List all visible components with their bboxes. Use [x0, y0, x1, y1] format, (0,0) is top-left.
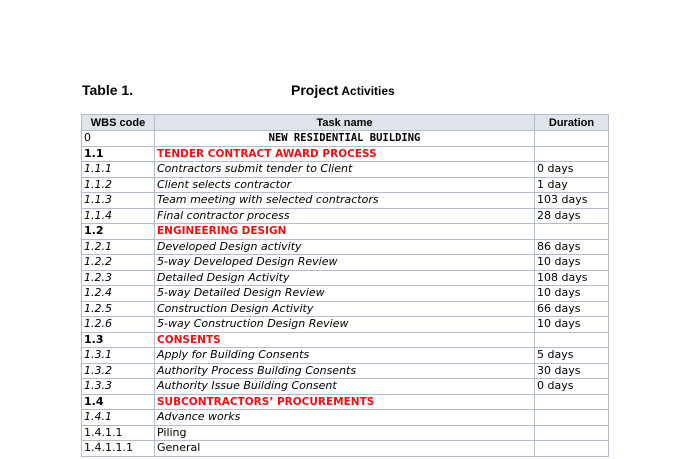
- task-name-cell: 5-way Construction Design Review: [155, 317, 535, 333]
- wbs-code-cell: 1.2.1: [82, 239, 155, 255]
- duration-cell: [535, 425, 609, 441]
- task-name-cell: SUBCONTRACTORS’ PROCUREMENTS: [155, 394, 535, 410]
- duration-cell: 1 day: [535, 177, 609, 193]
- wbs-code-cell: 1.1.3: [82, 193, 155, 209]
- task-name-cell: CONSENTS: [155, 332, 535, 348]
- table-row: [82, 224, 609, 240]
- duration-cell: 30 days: [535, 363, 609, 379]
- duration-cell: 0 days: [535, 162, 609, 178]
- header-duration: Duration: [535, 115, 609, 131]
- wbs-code-cell: 1.1.2: [82, 177, 155, 193]
- wbs-code-cell: 1.2.5: [82, 301, 155, 317]
- duration-cell: 10 days: [535, 317, 609, 333]
- table-row: [82, 286, 609, 302]
- header-wbs-code: WBS code: [82, 115, 155, 131]
- duration-cell: [535, 224, 609, 240]
- table-caption: [82, 82, 608, 102]
- duration-cell: [535, 146, 609, 162]
- table-row: [82, 193, 609, 209]
- table-row: [82, 332, 609, 348]
- task-name-cell: NEW RESIDENTIAL BUILDING: [155, 131, 535, 147]
- task-name-cell: Advance works: [155, 410, 535, 426]
- table-row: [82, 410, 609, 426]
- task-name-cell: Authority Issue Building Consent: [155, 379, 535, 395]
- duration-cell: 103 days: [535, 193, 609, 209]
- table-title: [291, 82, 395, 100]
- table-row: [82, 317, 609, 333]
- table-body: [82, 131, 609, 457]
- task-name-cell: Contractors submit tender to Client: [155, 162, 535, 178]
- table-title-main: Project: [291, 82, 339, 98]
- task-name-cell: Authority Process Building Consents: [155, 363, 535, 379]
- table-row: [82, 162, 609, 178]
- table-row: [82, 379, 609, 395]
- duration-cell: 108 days: [535, 270, 609, 286]
- task-name-cell: Client selects contractor: [155, 177, 535, 193]
- duration-cell: 0 days: [535, 379, 609, 395]
- table-number: Table 1.: [82, 82, 134, 98]
- task-name-cell: Construction Design Activity: [155, 301, 535, 317]
- table-row: [82, 441, 609, 457]
- wbs-code-cell: 1.1: [82, 146, 155, 162]
- duration-cell: [535, 441, 609, 457]
- table-row: [82, 255, 609, 271]
- wbs-code-cell: 0: [82, 131, 155, 147]
- duration-cell: [535, 131, 609, 147]
- table-row: [82, 301, 609, 317]
- task-name-cell: 5-way Developed Design Review: [155, 255, 535, 271]
- table-row: [82, 177, 609, 193]
- activities-table: [81, 114, 609, 457]
- duration-cell: 66 days: [535, 301, 609, 317]
- task-name-cell: Final contractor process: [155, 208, 535, 224]
- wbs-code-cell: 1.2.2: [82, 255, 155, 271]
- duration-cell: [535, 410, 609, 426]
- task-name-cell: Detailed Design Activity: [155, 270, 535, 286]
- wbs-code-cell: 1.1.1: [82, 162, 155, 178]
- wbs-code-cell: 1.4.1.1: [82, 425, 155, 441]
- duration-cell: 10 days: [535, 286, 609, 302]
- duration-cell: [535, 332, 609, 348]
- wbs-code-cell: 1.1.4: [82, 208, 155, 224]
- wbs-code-cell: 1.4.1: [82, 410, 155, 426]
- wbs-code-cell: 1.3: [82, 332, 155, 348]
- table-row: [82, 239, 609, 255]
- wbs-code-cell: 1.2.4: [82, 286, 155, 302]
- table-row: [82, 146, 609, 162]
- wbs-code-cell: 1.3.3: [82, 379, 155, 395]
- wbs-code-cell: 1.2.3: [82, 270, 155, 286]
- task-name-cell: ENGINEERING DESIGN: [155, 224, 535, 240]
- duration-cell: [535, 394, 609, 410]
- table-title-rest: Activities: [338, 84, 395, 98]
- wbs-code-cell: 1.3.1: [82, 348, 155, 364]
- header-task-name: Task name: [155, 115, 535, 131]
- task-name-cell: Piling: [155, 425, 535, 441]
- duration-cell: 28 days: [535, 208, 609, 224]
- duration-cell: 86 days: [535, 239, 609, 255]
- duration-cell: 5 days: [535, 348, 609, 364]
- table-row: [82, 394, 609, 410]
- table-row: [82, 425, 609, 441]
- duration-cell: 10 days: [535, 255, 609, 271]
- table-row: [82, 131, 609, 147]
- task-name-cell: 5-way Detailed Design Review: [155, 286, 535, 302]
- task-name-cell: Team meeting with selected contractors: [155, 193, 535, 209]
- wbs-code-cell: 1.2.6: [82, 317, 155, 333]
- table-row: [82, 348, 609, 364]
- table-row: [82, 363, 609, 379]
- wbs-code-cell: 1.2: [82, 224, 155, 240]
- header-row: [82, 115, 609, 131]
- wbs-code-cell: 1.4: [82, 394, 155, 410]
- wbs-code-cell: 1.3.2: [82, 363, 155, 379]
- task-name-cell: General: [155, 441, 535, 457]
- table-row: [82, 208, 609, 224]
- task-name-cell: Developed Design activity: [155, 239, 535, 255]
- table-row: [82, 270, 609, 286]
- task-name-cell: Apply for Building Consents: [155, 348, 535, 364]
- task-name-cell: TENDER CONTRACT AWARD PROCESS: [155, 146, 535, 162]
- wbs-code-cell: 1.4.1.1.1: [82, 441, 155, 457]
